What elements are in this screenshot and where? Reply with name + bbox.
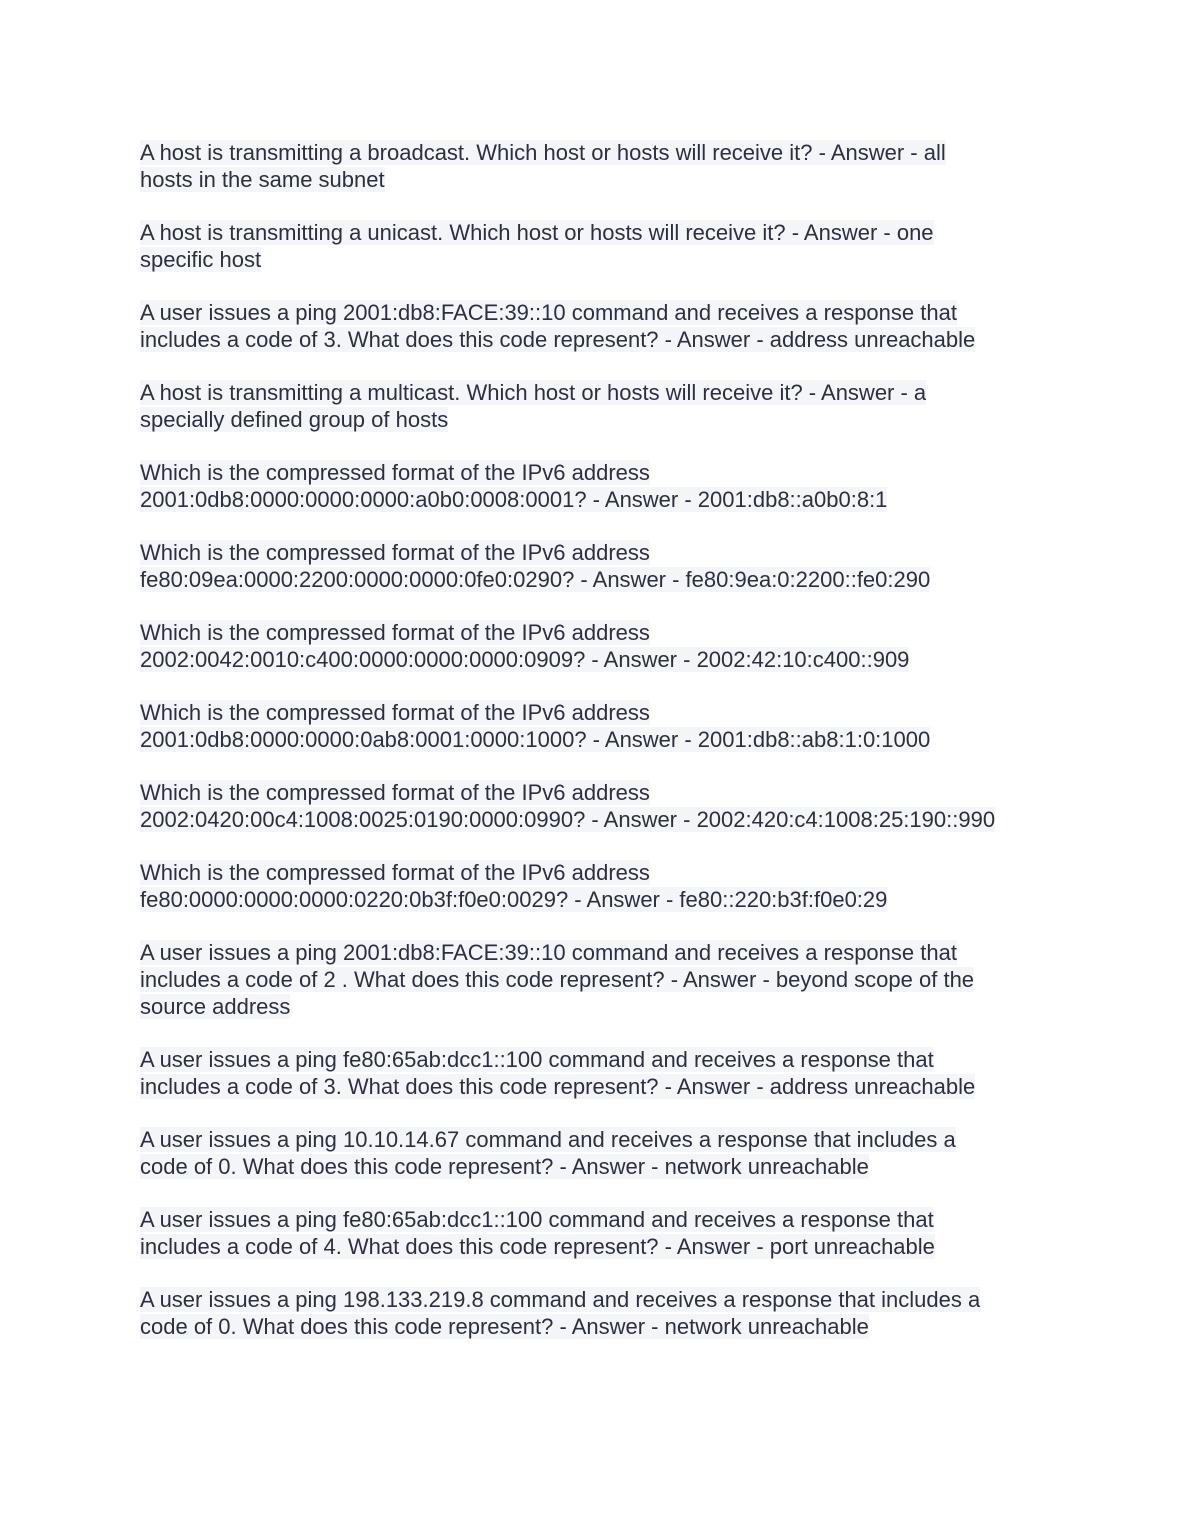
- qa-item: [140, 859, 1050, 913]
- qa-line: A user issues a ping 198.133.219.8 command and receives a response that includes a: [140, 1287, 981, 1312]
- qa-item: [140, 539, 1050, 593]
- qa-line: Which is the compressed format of the IPv6 address: [140, 460, 650, 485]
- qa-line: fe80:0000:0000:0000:0220:0b3f:f0e0:0029? - Answer - fe80::220:b3f:f0e0:29: [140, 887, 888, 912]
- qa-line: 2002:0420:00c4:1008:0025:0190:0000:0990? - Answer - 2002:420:c4:1008:25:190::990: [140, 807, 996, 832]
- qa-line: Which is the compressed format of the IPv6 address: [140, 620, 650, 645]
- qa-line: A host is transmitting a multicast. Which host or hosts will receive it? - Answer - a: [140, 380, 927, 405]
- qa-line: A user issues a ping 10.10.14.67 command and receives a response that includes a: [140, 1127, 956, 1152]
- qa-line: hosts in the same subnet: [140, 167, 385, 192]
- qa-item: [140, 699, 1050, 753]
- qa-item: [140, 379, 1050, 433]
- qa-line: A user issues a ping 2001:db8:FACE:39::10 command and receives a response that: [140, 940, 957, 965]
- qa-item: [140, 939, 1050, 1020]
- qa-line: 2001:0db8:0000:0000:0000:a0b0:0008:0001? - Answer - 2001:db8::a0b0:8:1: [140, 487, 888, 512]
- qa-line: Which is the compressed format of the IPv6 address: [140, 700, 650, 725]
- qa-line: includes a code of 3. What does this code represent? - Answer - address unreachable: [140, 327, 976, 352]
- qa-line: source address: [140, 994, 291, 1019]
- qa-item: [140, 619, 1050, 673]
- qa-line: A user issues a ping fe80:65ab:dcc1::100 command and receives a response that: [140, 1047, 934, 1072]
- qa-line: code of 0. What does this code represent? - Answer - network unreachable: [140, 1314, 869, 1339]
- qa-line: specially defined group of hosts: [140, 407, 449, 432]
- qa-line: A host is transmitting a broadcast. Which host or hosts will receive it? - Answer - all: [140, 140, 946, 165]
- qa-item: [140, 1126, 1050, 1180]
- qa-line: includes a code of 4. What does this code represent? - Answer - port unreachable: [140, 1234, 935, 1259]
- qa-line: Which is the compressed format of the IPv6 address: [140, 860, 650, 885]
- qa-line: Which is the compressed format of the IPv6 address: [140, 540, 650, 565]
- qa-line: code of 0. What does this code represent? - Answer - network unreachable: [140, 1154, 869, 1179]
- qa-item: [140, 139, 1050, 193]
- document-body: [140, 139, 1050, 1366]
- qa-item: [140, 299, 1050, 353]
- qa-line: includes a code of 3. What does this code represent? - Answer - address unreachable: [140, 1074, 976, 1099]
- qa-item: [140, 1046, 1050, 1100]
- qa-item: [140, 459, 1050, 513]
- qa-item: [140, 219, 1050, 273]
- qa-line: fe80:09ea:0000:2200:0000:0000:0fe0:0290? - Answer - fe80:9ea:0:2200::fe0:290: [140, 567, 931, 592]
- qa-line: A host is transmitting a unicast. Which host or hosts will receive it? - Answer - one: [140, 220, 934, 245]
- qa-line: 2001:0db8:0000:0000:0ab8:0001:0000:1000? - Answer - 2001:db8::ab8:1:0:1000: [140, 727, 931, 752]
- qa-line: A user issues a ping fe80:65ab:dcc1::100 command and receives a response that: [140, 1207, 934, 1232]
- qa-item: [140, 1286, 1050, 1340]
- qa-item: [140, 779, 1050, 833]
- qa-line: includes a code of 2 . What does this code represent? - Answer - beyond scope of the: [140, 967, 975, 992]
- qa-line: specific host: [140, 247, 262, 272]
- qa-line: Which is the compressed format of the IPv6 address: [140, 780, 650, 805]
- qa-item: [140, 1206, 1050, 1260]
- qa-line: 2002:0042:0010:c400:0000:0000:0000:0909? - Answer - 2002:42:10:c400::909: [140, 647, 910, 672]
- qa-line: A user issues a ping 2001:db8:FACE:39::10 command and receives a response that: [140, 300, 957, 325]
